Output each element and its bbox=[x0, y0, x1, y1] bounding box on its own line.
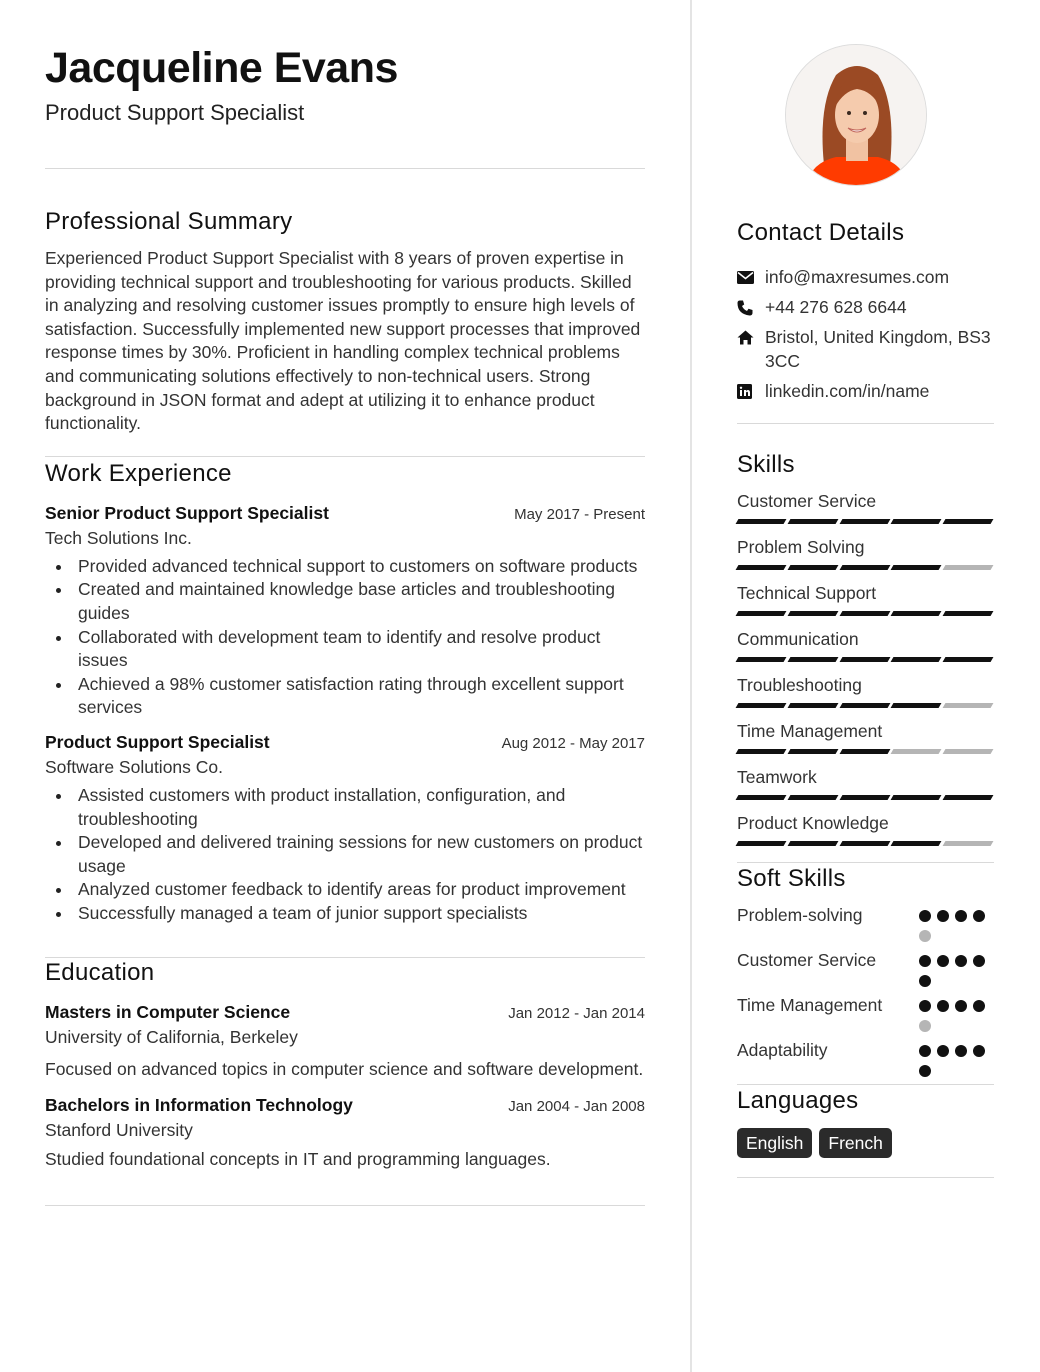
rating-dot bbox=[919, 1045, 931, 1057]
skill-level-segment bbox=[839, 657, 890, 662]
soft-skill-name: Problem-solving bbox=[737, 905, 863, 925]
soft-skills-list bbox=[737, 904, 994, 1077]
job-entry bbox=[45, 501, 645, 720]
skill-level-bar bbox=[737, 841, 994, 846]
skill-level-segment bbox=[736, 565, 787, 570]
soft-skill-rating bbox=[919, 949, 994, 987]
skill-level-segment bbox=[891, 795, 942, 800]
email-text: info@maxresumes.com bbox=[765, 267, 950, 287]
skill-level-segment bbox=[943, 795, 994, 800]
job-role: Senior Product Support Specialist bbox=[45, 502, 329, 523]
skill-level-segment bbox=[943, 565, 994, 570]
skill-level-segment bbox=[943, 841, 994, 846]
skill-level-segment bbox=[943, 703, 994, 708]
skill-level-bar bbox=[737, 565, 994, 570]
skill-level-segment bbox=[943, 611, 994, 616]
portrait-image bbox=[786, 45, 927, 186]
skill-item bbox=[737, 812, 994, 846]
skill-level-segment bbox=[787, 841, 838, 846]
skill-item bbox=[737, 536, 994, 570]
skill-level-bar bbox=[737, 795, 994, 800]
skill-name: Product Knowledge bbox=[737, 813, 889, 833]
job-company: Tech Solutions Inc. bbox=[45, 527, 192, 548]
skill-level-segment bbox=[891, 611, 942, 616]
rating-dot bbox=[919, 930, 931, 942]
rating-dot bbox=[919, 1000, 931, 1012]
education-description: Studied foundational concepts in IT and programming languages. bbox=[45, 1149, 551, 1170]
education-date: Jan 2004 - Jan 2008 bbox=[508, 1098, 645, 1116]
job-bullets bbox=[45, 784, 645, 926]
skill-name: Time Management bbox=[737, 721, 883, 741]
skill-level-bar bbox=[737, 657, 994, 662]
right-column bbox=[737, 44, 994, 1178]
section-divider bbox=[45, 456, 645, 457]
skill-name: Technical Support bbox=[737, 583, 877, 603]
school-name: University of California, Berkeley bbox=[45, 1027, 298, 1048]
skill-level-segment bbox=[891, 519, 942, 524]
column-divider bbox=[690, 0, 692, 1372]
job-bullet: Provided advanced technical support to customers on software products bbox=[78, 555, 645, 579]
languages-heading: Languages bbox=[737, 1087, 859, 1114]
skill-level-segment bbox=[736, 703, 787, 708]
skill-level-segment bbox=[891, 565, 942, 570]
job-entry bbox=[45, 730, 645, 926]
rating-dot bbox=[955, 1000, 967, 1012]
skill-level-segment bbox=[787, 703, 838, 708]
candidate-name: Jacqueline Evans bbox=[45, 44, 398, 92]
soft-skill-rating bbox=[919, 1039, 994, 1077]
phone-icon bbox=[737, 296, 765, 319]
skill-level-bar bbox=[737, 749, 994, 754]
skill-name: Troubleshooting bbox=[737, 675, 862, 695]
skill-level-segment bbox=[787, 657, 838, 662]
skill-item bbox=[737, 720, 994, 754]
job-company: Software Solutions Co. bbox=[45, 756, 224, 777]
skills-heading: Skills bbox=[737, 451, 795, 478]
skill-level-segment bbox=[891, 657, 942, 662]
skill-item bbox=[737, 628, 994, 662]
job-date: Aug 2012 - May 2017 bbox=[501, 734, 645, 752]
soft-skill-item bbox=[737, 949, 994, 987]
job-bullet: Achieved a 98% customer satisfaction rating through excellent support services bbox=[78, 673, 645, 720]
education-entry bbox=[45, 1093, 645, 1172]
linkedin-icon bbox=[737, 380, 765, 403]
soft-skill-item bbox=[737, 1039, 994, 1077]
skill-name: Teamwork bbox=[737, 767, 817, 787]
skill-name: Problem Solving bbox=[737, 537, 865, 557]
job-date: May 2017 - Present bbox=[514, 505, 645, 523]
soft-skill-rating bbox=[919, 994, 994, 1032]
job-bullet: Successfully managed a team of junior support specialists bbox=[78, 902, 645, 926]
skill-level-segment bbox=[891, 703, 942, 708]
skill-level-segment bbox=[787, 519, 838, 524]
language-tags bbox=[737, 1128, 994, 1158]
envelope-icon bbox=[737, 266, 765, 289]
soft-skill-item bbox=[737, 994, 994, 1032]
rating-dot bbox=[919, 1020, 931, 1032]
skill-level-segment bbox=[891, 841, 942, 846]
skill-level-segment bbox=[787, 795, 838, 800]
rating-dot bbox=[973, 1000, 985, 1012]
contact-linkedin[interactable] bbox=[737, 380, 994, 404]
section-divider bbox=[737, 423, 994, 424]
soft-skill-name: Adaptability bbox=[737, 1040, 828, 1060]
experience-heading: Work Experience bbox=[45, 459, 232, 487]
contact-address bbox=[737, 326, 994, 373]
skill-level-segment bbox=[787, 749, 838, 754]
rating-dot bbox=[937, 955, 949, 967]
skill-name: Communication bbox=[737, 629, 859, 649]
contact-list bbox=[737, 266, 994, 403]
skill-level-segment bbox=[787, 565, 838, 570]
rating-dot bbox=[973, 1045, 985, 1057]
language-tag: French bbox=[819, 1128, 891, 1158]
skill-level-segment bbox=[839, 565, 890, 570]
rating-dot bbox=[937, 910, 949, 922]
skill-level-bar bbox=[737, 703, 994, 708]
contact-heading: Contact Details bbox=[737, 219, 905, 246]
skill-level-segment bbox=[943, 519, 994, 524]
skill-level-segment bbox=[839, 795, 890, 800]
contact-phone[interactable] bbox=[737, 296, 994, 320]
section-divider bbox=[45, 1205, 645, 1206]
education-date: Jan 2012 - Jan 2014 bbox=[508, 1005, 645, 1023]
rating-dot bbox=[919, 975, 931, 987]
job-bullet: Assisted customers with product installation, configuration, and troubleshooting bbox=[78, 784, 645, 831]
section-divider bbox=[737, 862, 994, 863]
job-bullet: Created and maintained knowledge base articles and troubleshooting guides bbox=[78, 578, 645, 625]
rating-dot bbox=[955, 955, 967, 967]
education-heading: Education bbox=[45, 959, 155, 987]
job-bullets bbox=[45, 555, 645, 720]
education-description: Focused on advanced topics in computer science and software development. bbox=[45, 1059, 644, 1080]
skill-level-bar bbox=[737, 611, 994, 616]
skill-level-segment bbox=[943, 657, 994, 662]
skill-level-segment bbox=[839, 841, 890, 846]
degree-name: Masters in Computer Science bbox=[45, 1002, 291, 1023]
soft-skills-heading: Soft Skills bbox=[737, 865, 846, 892]
skill-level-segment bbox=[839, 749, 890, 754]
skill-level-segment bbox=[736, 841, 787, 846]
contact-email[interactable] bbox=[737, 266, 994, 290]
skill-level-segment bbox=[736, 657, 787, 662]
soft-skill-item bbox=[737, 904, 994, 942]
summary-text: Experienced Product Support Specialist with 8 years of proven expertise in providing technical support and troubleshooting for various products. Skilled in analyzing and resolving customer issues promptly to ensure high levels of satisfaction. Successfully implemented new support processes that improved response times by 30%. Proficient in handling complex technical problems and communicating solutions effectively to non-technical users. Strong background in JSON format and adept at utilizing it to enhance product functionality. bbox=[45, 248, 641, 434]
skill-item bbox=[737, 766, 994, 800]
job-bullet: Developed and delivered training sessions for new customers on product usage bbox=[78, 831, 645, 878]
soft-skill-rating bbox=[919, 904, 994, 942]
school-name: Stanford University bbox=[45, 1120, 193, 1141]
skill-level-segment bbox=[839, 611, 890, 616]
summary-heading: Professional Summary bbox=[45, 208, 293, 235]
skill-level-segment bbox=[736, 795, 787, 800]
skill-name: Customer Service bbox=[737, 491, 877, 511]
rating-dot bbox=[955, 1045, 967, 1057]
education-entry bbox=[45, 1000, 645, 1082]
soft-skill-name: Customer Service bbox=[737, 950, 877, 970]
skill-item bbox=[737, 674, 994, 708]
job-bullet: Analyzed customer feedback to identify areas for product improvement bbox=[78, 878, 645, 902]
rating-dot bbox=[919, 910, 931, 922]
rating-dot bbox=[955, 910, 967, 922]
rating-dot bbox=[937, 1045, 949, 1057]
skill-level-segment bbox=[839, 703, 890, 708]
skill-level-segment bbox=[943, 749, 994, 754]
language-tag: English bbox=[737, 1128, 812, 1158]
job-role: Product Support Specialist bbox=[45, 731, 270, 752]
home-icon bbox=[737, 326, 765, 349]
rating-dot bbox=[919, 955, 931, 967]
candidate-title: Product Support Specialist bbox=[45, 100, 305, 125]
rating-dot bbox=[937, 1000, 949, 1012]
skills-list bbox=[737, 490, 994, 846]
header-divider bbox=[45, 168, 645, 169]
rating-dot bbox=[973, 910, 985, 922]
phone-text: +44 276 628 6644 bbox=[765, 297, 907, 317]
skill-level-segment bbox=[736, 749, 787, 754]
skill-level-segment bbox=[736, 519, 787, 524]
rating-dot bbox=[919, 1065, 931, 1077]
section-divider bbox=[737, 1177, 994, 1178]
profile-photo bbox=[785, 44, 927, 186]
linkedin-text: linkedin.com/in/name bbox=[765, 380, 930, 401]
address-text: Bristol, United Kingdom, BS3 3CC bbox=[765, 327, 991, 371]
left-column bbox=[45, 40, 645, 1206]
skill-item bbox=[737, 582, 994, 616]
soft-skill-name: Time Management bbox=[737, 995, 883, 1015]
skill-level-bar bbox=[737, 519, 994, 524]
section-divider bbox=[737, 1084, 994, 1085]
skill-level-segment bbox=[787, 611, 838, 616]
skill-level-segment bbox=[839, 519, 890, 524]
skill-level-segment bbox=[891, 749, 942, 754]
skill-item bbox=[737, 490, 994, 524]
skill-level-segment bbox=[736, 611, 787, 616]
degree-name: Bachelors in Information Technology bbox=[45, 1095, 353, 1116]
rating-dot bbox=[973, 955, 985, 967]
job-bullet: Collaborated with development team to identify and resolve product issues bbox=[78, 626, 645, 673]
